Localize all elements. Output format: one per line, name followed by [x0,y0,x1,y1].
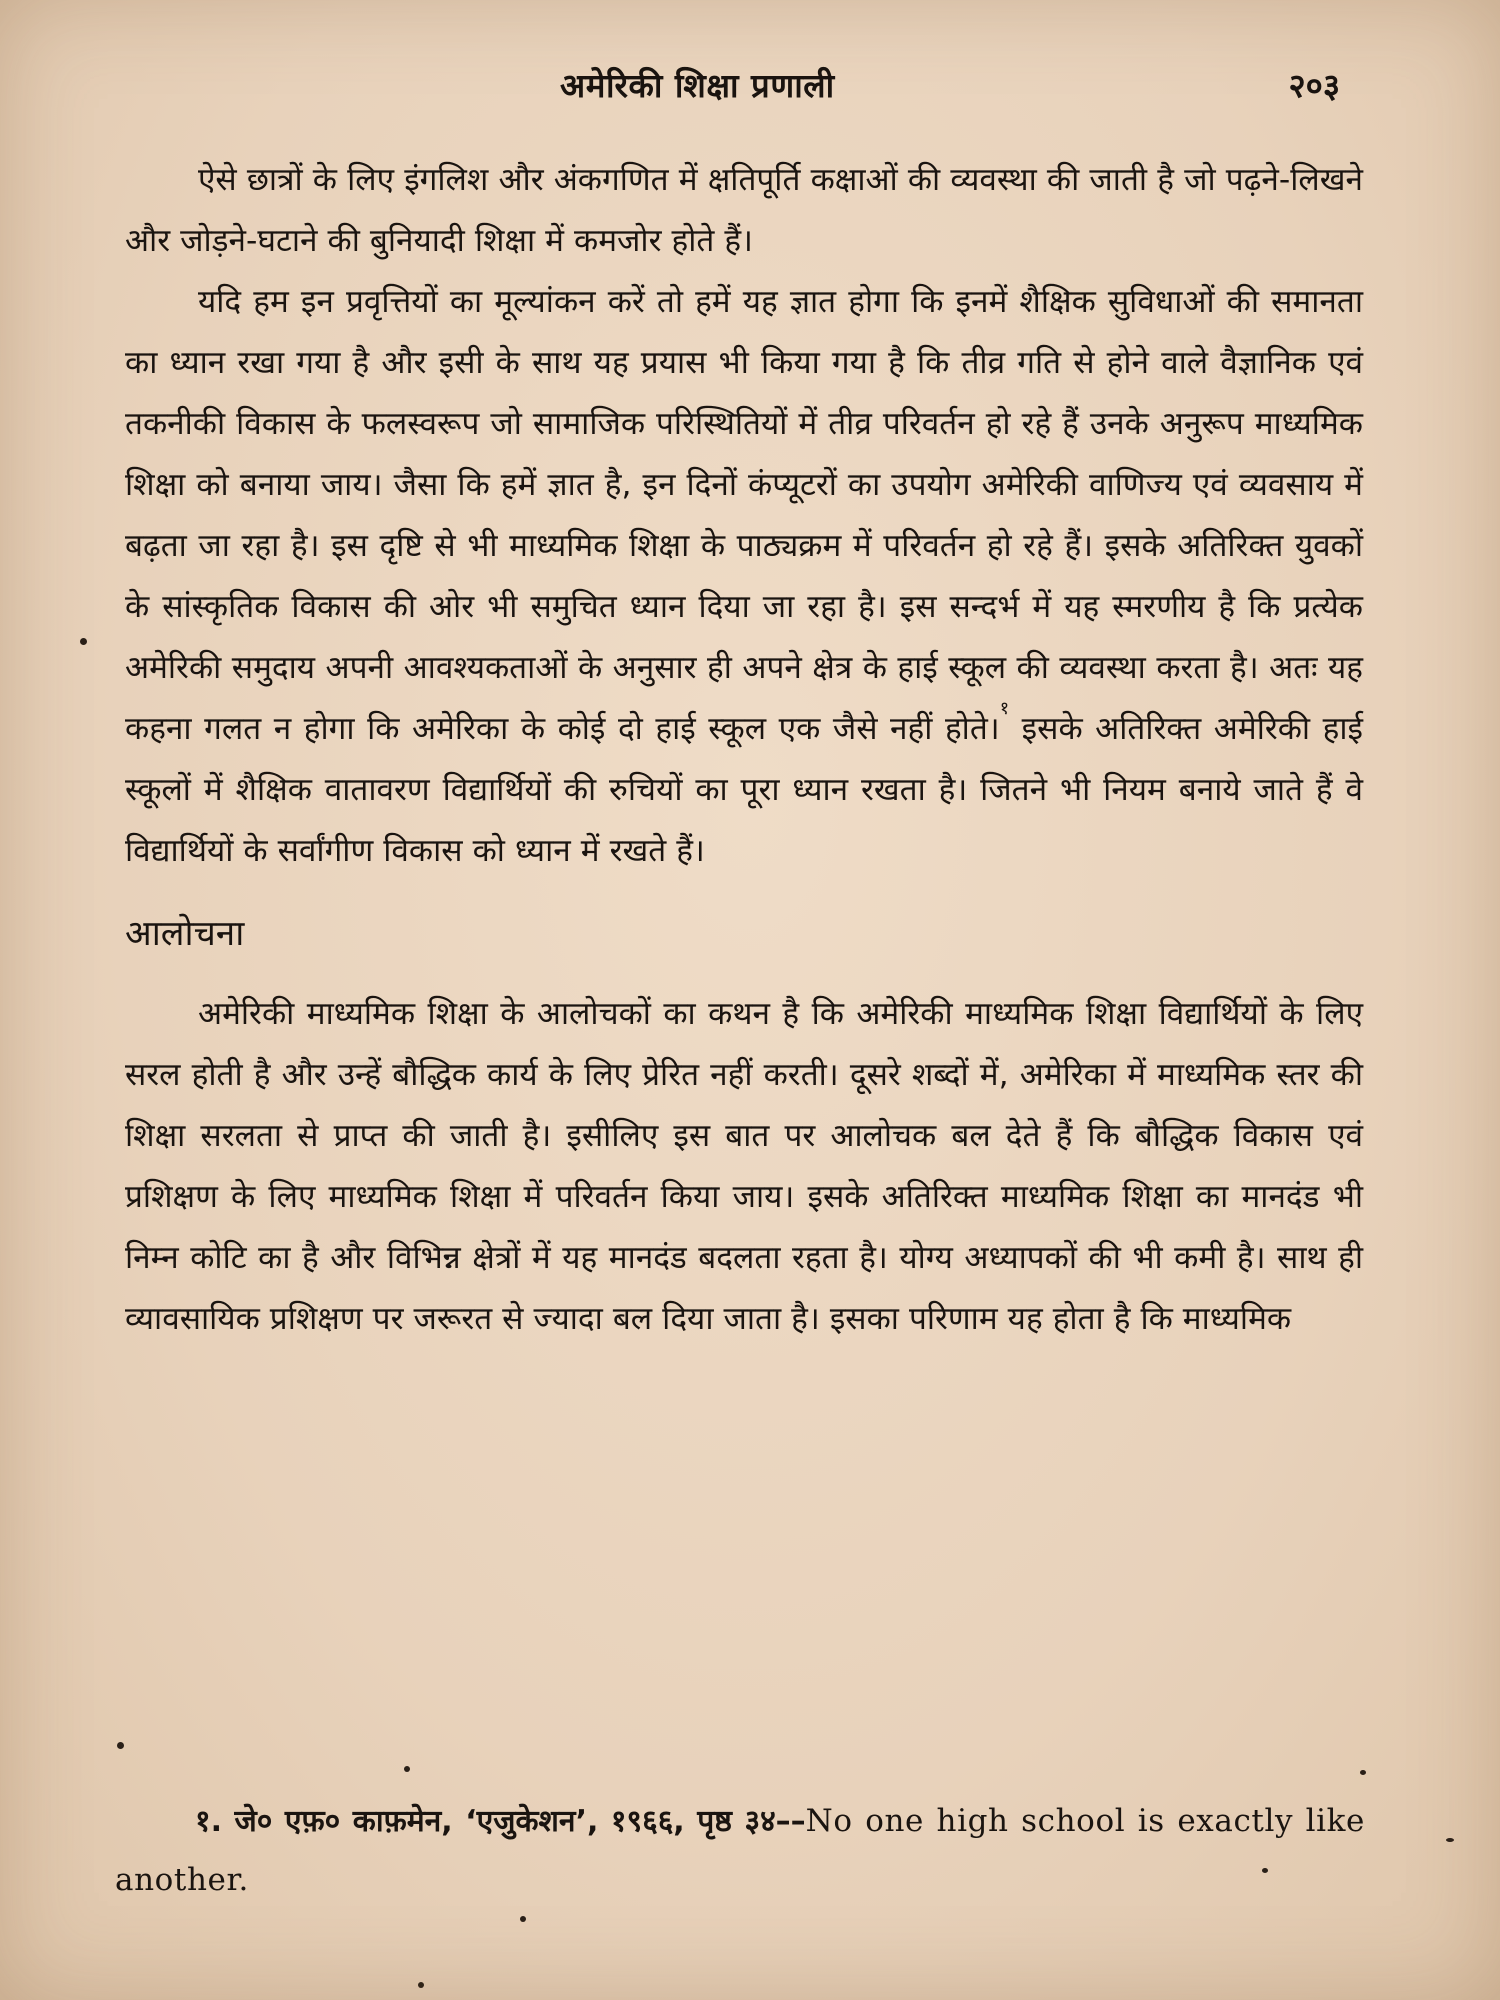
footnote-quote: No one high school is exactly like another. [115,1803,1365,1898]
paper-speck [117,1742,124,1749]
paragraph-criticism: अमेरिकी माध्यमिक शिक्षा के आलोचकों का कथन है कि अमेरिकी माध्यमिक शिक्षा विद्यार्थियों के लिए सरल होती है और उन्हें बौद्धिक कार्य के लिए प्रेरित नहीं करती। दूसरे शब्दों में, अमेरिका में माध्यमिक स्तर की शिक्षा सरलता से प्राप्त की जाती है। इसीलिए इस बात पर आलोचक बल देते हैं कि बौद्धिक विकास एवं प्रशिक्षण के लिए माध्यमिक शिक्षा में परिवर्तन किया जाय। इसके अतिरिक्त माध्यमिक शिक्षा का मानदंड भी निम्न कोटि का है और विभिन्न क्षेत्रों में यह मानदंड बदलता रहता है। योग्य अध्यापकों की भी कमी है। साथ ही व्यावसायिक प्रशिक्षण पर जरूरत से ज्यादा बल दिया जाता है। इसका परिणाम यह होता है कि माध्यमिक [125,996,1363,1337]
running-head [0,62,1500,112]
paper-speck [1446,1838,1454,1842]
paper-speck [1360,1770,1366,1775]
paper-speck [1262,1868,1268,1873]
paragraph-evaluation [125,272,1363,882]
footnote-citation: १. जे० एफ़० काफ़मेन, ‘एजुकेशन’, १९६६, पृष्ठ ३४–– [195,1804,806,1839]
section-heading-criticism: आलोचना [125,914,245,954]
paragraph-compensatory-classes: ऐसे छात्रों के लिए इंगलिश और अंकगणित में क्षतिपूर्ति कक्षाओं की व्यवस्था की जाती है जो पढ़ने-लिखने और जोड़ने-घटाने की बुनियादी शिक्षा में कमजोर होते हैं। [125,162,1363,259]
footnote [115,1792,1365,1910]
paragraph-evaluation-text: यदि हम इन प्रवृत्तियों का मूल्यांकन करें तो हमें यह ज्ञात होगा कि इनमें शैक्षिक सुविधाओं की समानता का ध्यान रखा गया है और इसी के साथ यह प्रयास भी किया गया है कि तीव्र गति से होने वाले वैज्ञानिक एवं तकनीकी विकास के फलस्वरूप जो सामाजिक परिस्थितियों में तीव्र परिवर्तन हो रहे हैं उनके अनुरूप माध्यमिक शिक्षा को बनाया जाय। जैसा कि हमें ज्ञात है, इन दिनों कंप्यूटरों का उपयोग अमेरिकी वाणिज्य एवं व्यवसाय में बढ़ता जा रहा है। इस दृष्टि से भी माध्यमिक शिक्षा के पाठ्यक्रम में परिवर्तन हो रहे हैं। इसके अतिरिक्त युवकों के सांस्कृतिक विकास की ओर भी समुचित ध्यान दिया जा रहा है। इस सन्दर्भ में यह स्मरणीय है कि प्रत्येक अमेरिकी समुदाय अपनी आवश्यकताओं के अनुसार ही अपने क्षेत्र के हाई स्कूल की व्यवस्था करता है। अतः यह कहना गलत न होगा कि अमेरिका के कोई दो हाई स्कूल एक जैसे नहीं होते। [125,284,1363,747]
paper-speck [418,1982,424,1988]
paragraph-evaluation-continued: इसके अतिरिक्त अमेरिकी हाई स्कूलों में शैक्षिक वातावरण विद्यार्थियों की रुचियों का पूरा ध्यान रखता है। जितने भी नियम बनाये जाते हैं वे विद्यार्थियों के सर्वांगीण विकास को ध्यान में रखते हैं। [125,711,1364,869]
page-number: २०३ [1288,66,1340,105]
paper-speck [404,1766,410,1772]
paper-speck [520,1916,526,1922]
footnote-reference: १ [999,698,1010,719]
body-text [125,150,1363,1350]
running-title: अमेरिकी शिक्षा प्रणाली [560,66,835,105]
paper-speck [80,638,87,645]
